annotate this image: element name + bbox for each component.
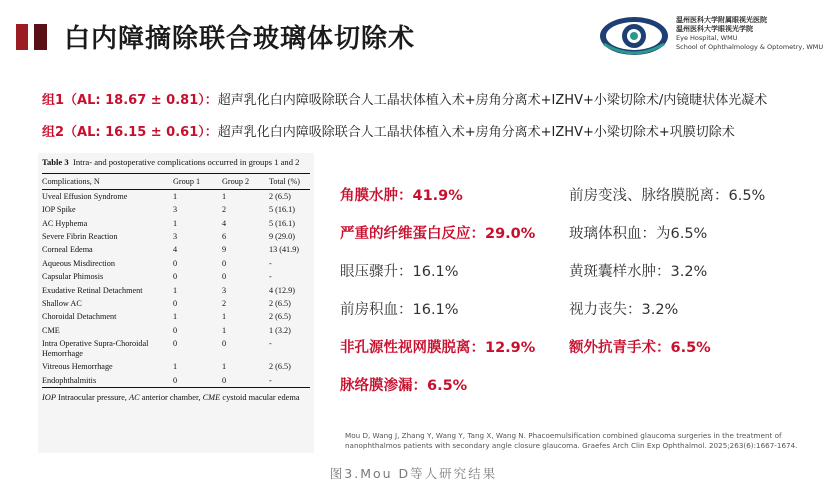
cell-group-2: 0 bbox=[222, 339, 227, 349]
header-total: Total (%) bbox=[269, 174, 310, 190]
logo-line-school-en: School of Ophthalmology & Optometry, WMU bbox=[676, 43, 824, 51]
reference-citation: Mou D, Wang J, Zhang Y, Wang Y, Tang X, Wang N. Phacoemulsification combined glaucoma surgeries in the treatment of nanophthalmos patients with secondary angle closure glaucoma. Graefes Arch Clin Exp Ophthalmol. 2025;263(6):1667-1674. bbox=[345, 431, 798, 450]
summary-left-0: 角膜水肿：41.9% bbox=[340, 188, 463, 204]
cell-group-1: 3 bbox=[173, 205, 178, 215]
cell-group-2: 2 bbox=[222, 205, 227, 215]
table-row bbox=[42, 311, 310, 324]
cell-total: 2 (6.5) bbox=[269, 298, 291, 308]
footnote-cme-abbr: CME bbox=[202, 393, 221, 403]
table-row bbox=[42, 270, 310, 283]
cell-group-2: 0 bbox=[222, 374, 269, 388]
figure-caption: 图3.Mou D等人研究结果 bbox=[329, 466, 498, 481]
table-row bbox=[42, 297, 310, 310]
cell-group-2: 1 bbox=[222, 312, 227, 322]
cell-total: - bbox=[269, 272, 272, 282]
cell-group-1: 0 bbox=[173, 272, 178, 282]
group-1-text: 超声乳化白内障吸除联合人工晶状体植入术+房角分离术+IZHV+小梁切除术/内镜睫状体光凝术 bbox=[217, 93, 768, 108]
group-2-text: 超声乳化白内障吸除联合人工晶状体植入术+房角分离术+IZHV+小梁切除术+巩膜切除术 bbox=[217, 125, 735, 140]
cell-group-2: 4 bbox=[222, 218, 227, 228]
cell-complication: Severe Fibrin Reaction bbox=[42, 231, 118, 241]
cell-group-1: 0 bbox=[173, 339, 178, 349]
table-row bbox=[42, 257, 310, 270]
summary-left-2: 眼压骤升：16.1% bbox=[340, 264, 459, 280]
cell-group-1: 1 bbox=[173, 218, 178, 228]
cell-total: - bbox=[269, 374, 310, 388]
cell-complication: Endophthalmitis bbox=[42, 374, 173, 388]
complication-summary bbox=[340, 184, 800, 400]
cell-total: 5 (16.1) bbox=[269, 218, 295, 228]
table-body bbox=[42, 190, 310, 388]
cell-total: 9 (29.0) bbox=[269, 231, 295, 241]
cell-group-1: 0 bbox=[173, 325, 178, 335]
logo-text bbox=[676, 16, 823, 52]
cell-group-2: 6 bbox=[222, 231, 227, 241]
cell-group-2: 1 bbox=[222, 325, 227, 335]
cell-group-2: 3 bbox=[222, 285, 227, 295]
cell-total: - bbox=[269, 258, 272, 268]
table-row bbox=[42, 284, 310, 297]
cell-complication: IOP Spike bbox=[42, 205, 76, 215]
cell-complication: Vitreous Hemorrhage bbox=[42, 362, 113, 372]
cell-complication: Aqueous Misdirection bbox=[42, 258, 115, 268]
cell-group-1: 0 bbox=[173, 374, 222, 388]
table-row bbox=[42, 360, 310, 373]
group-2-tag: 组2（AL: 16.15 ± 0.61）： bbox=[42, 125, 218, 140]
header-complications: Complications, N bbox=[42, 174, 173, 190]
page-title: 白内障摘除联合玻璃体切除术 bbox=[64, 24, 416, 54]
cell-group-2: 0 bbox=[222, 258, 227, 268]
cell-group-2: 9 bbox=[222, 245, 227, 255]
logo-line-hospital-en: Eye Hospital, WMU bbox=[676, 34, 738, 42]
cell-group-1: 0 bbox=[173, 258, 178, 268]
cell-complication: Shallow AC bbox=[42, 298, 82, 308]
summary-right-4: 额外抗青手术：6.5% bbox=[569, 340, 711, 356]
summary-right-2: 黄斑囊样水肿：3.2% bbox=[569, 264, 708, 280]
cell-complication: Uveal Effusion Syndrome bbox=[42, 191, 128, 201]
group-2-description bbox=[42, 121, 735, 140]
cell-total: 2 (6.5) bbox=[269, 191, 291, 201]
eye-logo-icon bbox=[598, 14, 670, 58]
cell-group-1: 1 bbox=[173, 191, 178, 201]
table-row bbox=[42, 203, 310, 216]
cell-complication: Capsular Phimosis bbox=[42, 272, 104, 282]
cell-group-2: 1 bbox=[222, 362, 227, 372]
cell-group-1: 3 bbox=[173, 231, 178, 241]
summary-left-3: 前房积血：16.1% bbox=[340, 302, 459, 318]
cell-total: 5 (16.1) bbox=[269, 205, 295, 215]
table-header-row bbox=[42, 174, 310, 190]
table-row bbox=[42, 374, 310, 388]
table-footnote bbox=[42, 393, 310, 403]
table-row bbox=[42, 337, 310, 360]
cell-group-2: 2 bbox=[222, 298, 227, 308]
complications-table-figure bbox=[38, 153, 314, 453]
table-row bbox=[42, 230, 310, 243]
hospital-logo bbox=[598, 14, 823, 58]
header-group-1: Group 1 bbox=[173, 174, 222, 190]
table-row bbox=[42, 324, 310, 337]
cell-total: - bbox=[269, 339, 272, 349]
table-caption-label: Table 3 bbox=[42, 157, 69, 167]
cell-complication: Intra Operative Supra-Choroidal Hemorrhage bbox=[42, 339, 149, 358]
cell-total: 2 (6.5) bbox=[269, 312, 291, 322]
complications-table bbox=[42, 173, 310, 388]
summary-right-1: 玻璃体积血：为6.5% bbox=[569, 226, 708, 242]
cell-group-1: 1 bbox=[173, 312, 178, 322]
group-1-description bbox=[42, 89, 767, 108]
cell-group-2: 0 bbox=[222, 272, 227, 282]
summary-left-5: 脉络膜渗漏：6.5% bbox=[340, 378, 468, 394]
summary-left-1: 严重的纤维蛋白反应：29.0% bbox=[340, 226, 536, 242]
cell-complication: Exudative Retinal Detachment bbox=[42, 285, 143, 295]
summary-right-3: 视力丧失：3.2% bbox=[569, 302, 679, 318]
summary-left-4: 非孔源性视网膜脱离：12.9% bbox=[340, 340, 536, 356]
summary-right-0: 前房变浅、脉络膜脱离：6.5% bbox=[569, 188, 766, 204]
header-group-2: Group 2 bbox=[222, 174, 269, 190]
cell-group-1: 4 bbox=[173, 245, 178, 255]
footnote-iop-text: Intraocular pressure, bbox=[55, 393, 129, 403]
footnote-cme-text: cystoid macular edema bbox=[220, 393, 300, 403]
table-caption-text: Intra- and postoperative complications occurred in groups 1 and 2 bbox=[72, 157, 300, 167]
cell-group-1: 1 bbox=[173, 362, 178, 372]
logo-line-hospital: 温州医科大学附属眼视光医院 bbox=[676, 16, 767, 24]
table-row bbox=[42, 244, 310, 257]
footnote-ac-text: anterior chamber, bbox=[139, 393, 203, 403]
title-accent-block-dark bbox=[34, 24, 47, 50]
table-row bbox=[42, 217, 310, 230]
footnote-iop-abbr: IOP bbox=[42, 393, 56, 403]
footnote-ac-abbr: AC bbox=[128, 393, 140, 403]
table-caption bbox=[42, 157, 310, 167]
cell-total: 4 (12.9) bbox=[269, 285, 295, 295]
cell-complication: CME bbox=[42, 325, 60, 335]
cell-complication: Choroidal Detachment bbox=[42, 312, 117, 322]
cell-group-2: 1 bbox=[222, 191, 227, 201]
cell-group-1: 1 bbox=[173, 285, 178, 295]
title-bar bbox=[0, 0, 827, 70]
cell-total: 13 (41.9) bbox=[269, 245, 300, 255]
cell-total: 2 (6.5) bbox=[269, 362, 291, 372]
cell-complication: AC Hyphema bbox=[42, 218, 88, 228]
title-accent-block bbox=[16, 24, 28, 50]
cell-total: 1 (3.2) bbox=[269, 325, 291, 335]
table-row bbox=[42, 190, 310, 204]
logo-line-school: 温州医科大学眼视光学院 bbox=[676, 25, 753, 33]
group-1-tag: 组1（AL: 18.67 ± 0.81）： bbox=[42, 93, 218, 108]
cell-group-1: 0 bbox=[173, 298, 178, 308]
cell-complication: Corneal Edema bbox=[42, 245, 93, 255]
